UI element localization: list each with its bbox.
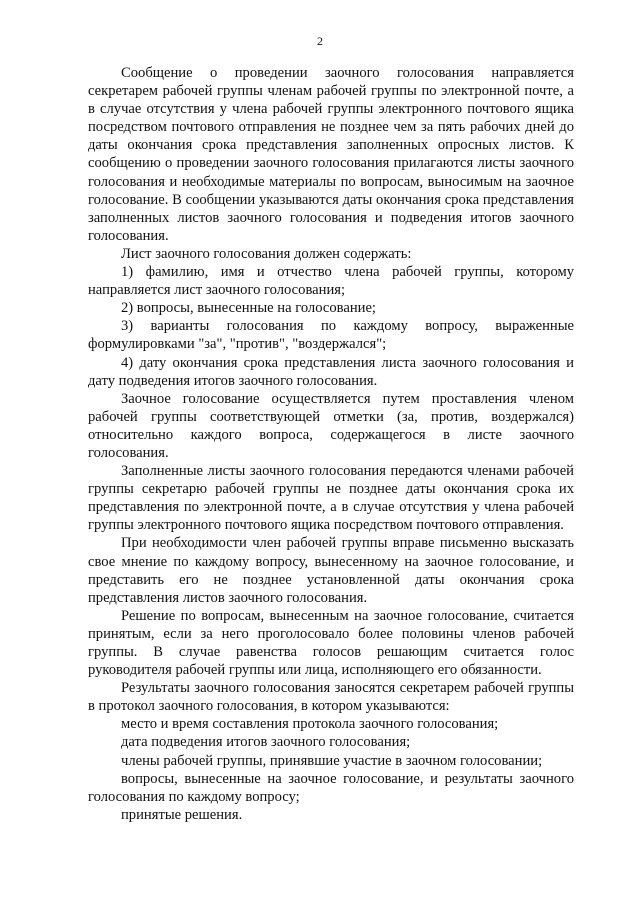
protocol-item-questions: вопросы, вынесенные на заочное голосование, и результаты заочного голосования по каждому вопросу;: [88, 770, 574, 805]
paragraph-written-opinion: При необходимости член рабочей группы вправе письменно высказать свое мнение по каждому вопросу, вынесенному на заочное голосование, и представить его не позднее установленной даты окончания срока представления листов заочного голосования.: [88, 535, 574, 606]
protocol-item-date: дата подведения итогов заочного голосования;: [121, 734, 411, 751]
list-item-3: 3) варианты голосования по каждому вопросу, выраженные формулировками "за", "против", "воздержался";: [88, 318, 574, 353]
paragraph-voting-method: Заочное голосование осуществляется путем проставления членом рабочей группы соответствующей отметки (за, против, воздержался) относительно каждого вопроса, содержащегося в листе заочного голосования.: [88, 390, 574, 461]
protocol-item-members: члены рабочей группы, принявшие участие в заочном голосовании;: [121, 752, 543, 769]
page-number: 2: [317, 34, 323, 48]
protocol-item-decisions: принятые решения.: [121, 806, 243, 823]
paragraph-submission: Заполненные листы заочного голосования передаются членами рабочей группы секретарю рабочей группы не позднее даты окончания срока их представления по электронной почте, а в случае отсутствия у члена рабочей группы электронного почтового ящика посредством почтового отправления.: [88, 463, 574, 534]
paragraph-decision-rule: Решение по вопросам, вынесенным на заочное голосование, считается принятым, если за него проголосовало более половины членов рабочей группы. В случае равенства голосов решающим считается голос руководителя рабочей группы или лица, исполняющего его обязанности.: [88, 607, 574, 679]
document-body: [88, 64, 574, 824]
list-item-4: 4) дату окончания срока представления листа заочного голосования и дату подведения итогов заочного голосования.: [88, 354, 574, 389]
paragraph-protocol-intro: Результаты заочного голосования заносятся секретарем рабочей группы в протокол заочного голосования, в котором указываются:: [88, 680, 574, 715]
protocol-item-place-time: место и время составления протокола заочного голосования;: [121, 716, 499, 733]
paragraph-ballot-contents-intro: Лист заочного голосования должен содержать:: [121, 245, 412, 262]
paragraph-notice: Сообщение о проведении заочного голосования направляется секретарем рабочей группы членам рабочей группы по электронной почте, а в случае отсутствия у члена рабочей группы электронного почтового ящика посредством почтового отправления не позднее чем за пять рабочих дней до даты окончания срока представления заполненных опросных листов. К сообщению о проведении заочного голосования прилагаются листы заочного голосования и необходимые материалы по вопросам, выносимым на заочное голосование. В сообщении указываются даты окончания срока представления заполненных листов заочного голосования и подведения итогов заочного голосования.: [88, 65, 574, 244]
list-item-2: 2) вопросы, вынесенные на голосование;: [121, 300, 376, 317]
list-item-1: 1) фамилию, имя и отчество члена рабочей группы, которому направляется лист заочного голосования;: [88, 264, 574, 299]
